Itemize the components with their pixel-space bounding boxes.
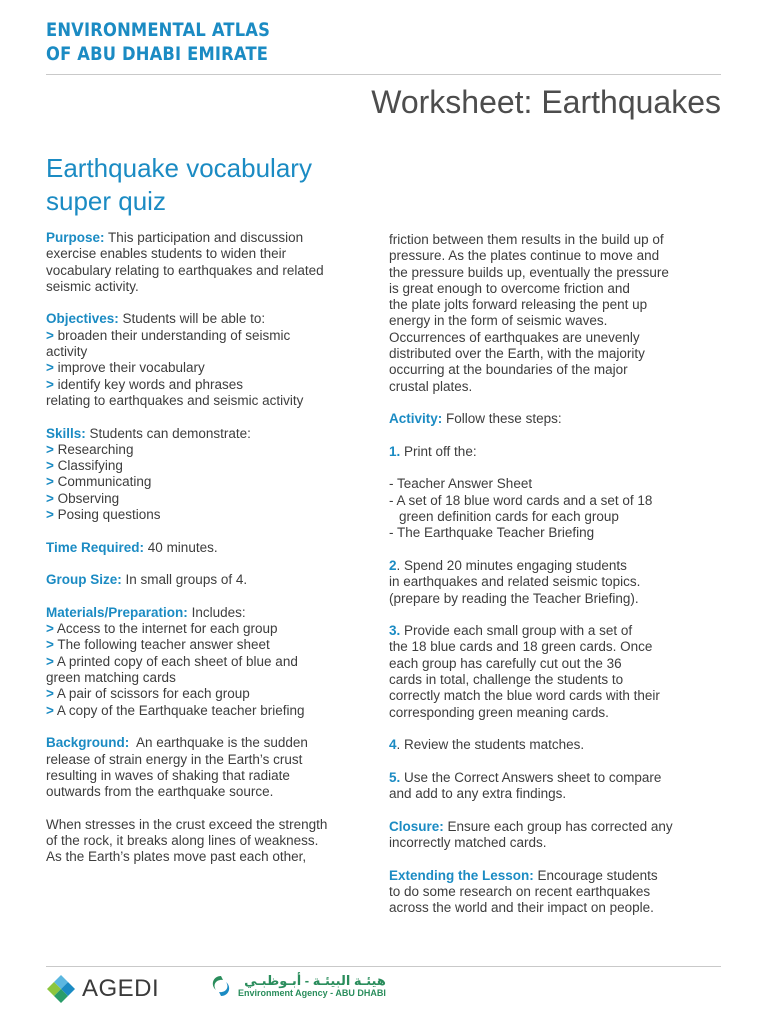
- background-text: An earthquake is the sudden: [136, 735, 308, 751]
- extending-line1: [389, 868, 724, 884]
- closure-line2: incorrectly matched cards.: [389, 834, 547, 850]
- skills-item: [46, 507, 381, 523]
- skills-item-text: Classifying: [57, 458, 123, 474]
- footer-divider: [46, 966, 721, 967]
- activity-step-2: [389, 558, 724, 574]
- background-line: the plate jolts forward releasing the pent up: [389, 297, 648, 313]
- background-line: energy in the form of seismic waves.: [389, 313, 608, 329]
- step-text: Provide each small group with a set of: [404, 623, 633, 639]
- group-value: In small groups of 4.: [125, 572, 248, 588]
- group-size: [46, 572, 381, 588]
- background-line: is great enough to overcome friction and: [389, 280, 630, 296]
- materials-label: Materials/Preparation:: [46, 604, 188, 620]
- closure-line1: [389, 819, 724, 835]
- objectives-item: [46, 377, 381, 393]
- right-column: [389, 232, 724, 916]
- time-value: 40 minutes.: [147, 539, 218, 555]
- atlas-title: [46, 18, 270, 66]
- objectives-heading: [46, 311, 381, 327]
- purpose-line4: seismic activity.: [46, 278, 139, 294]
- bullet-icon: >: [46, 441, 54, 457]
- bullet-icon: >: [46, 490, 54, 506]
- background-line1: [46, 735, 381, 751]
- background-line: crustal plates.: [389, 378, 473, 394]
- skills-heading: [46, 426, 381, 442]
- bullet-icon: >: [46, 507, 54, 523]
- purpose-line1: [46, 230, 381, 246]
- purpose-label: Purpose:: [46, 230, 105, 245]
- bullet-icon: >: [46, 327, 54, 343]
- step-text-line: each group has carefully cut out the 36: [389, 655, 622, 671]
- materials-item: [46, 621, 381, 637]
- environment-agency-logo: [208, 973, 386, 999]
- objectives-label: Objectives:: [46, 311, 119, 327]
- step-text-line: corresponding green meaning cards.: [389, 704, 609, 720]
- objectives-intro: Students will be able to:: [122, 311, 266, 327]
- step-number: 4: [389, 737, 397, 753]
- group-label: Group Size:: [46, 572, 122, 588]
- bullet-icon: >: [46, 621, 54, 637]
- step-text-line: correctly match the blue word cards with their: [389, 688, 660, 704]
- agedi-logo: [46, 974, 159, 1004]
- objectives-item: [46, 328, 381, 344]
- skills-item: [46, 442, 381, 458]
- atlas-title-line1: ENVIRONMENTAL ATLAS: [46, 19, 271, 41]
- step-sub-item-cont: green definition cards for each group: [399, 509, 619, 525]
- closure-label: Closure:: [389, 818, 444, 834]
- step-number: 2: [389, 557, 397, 573]
- step-sub-item: - Teacher Answer Sheet: [389, 476, 533, 492]
- materials-item-text: The following teacher answer sheet: [57, 637, 270, 653]
- activity-label: Activity:: [389, 411, 443, 427]
- quiz-title-line1: Earthquake vocabulary: [46, 153, 312, 183]
- worksheet-title: Worksheet: Earthquakes: [371, 84, 721, 120]
- step-text: Use the Correct Answers sheet to compare: [404, 769, 662, 785]
- header-divider: [46, 74, 721, 75]
- materials-item: [46, 703, 381, 719]
- objectives-item-text: improve their vocabulary: [57, 360, 205, 376]
- background-line: resulting in waves of shaking that radiate: [46, 767, 290, 783]
- step-number: 3.: [389, 623, 401, 639]
- step-number: 1.: [389, 443, 401, 459]
- bullet-icon: >: [46, 637, 54, 653]
- extending-label: Extending the Lesson:: [389, 867, 534, 883]
- step-number: 5.: [389, 769, 401, 785]
- extending-line: across the world and their impact on people.: [389, 900, 654, 916]
- extending-line: to do some research on recent earthquakes: [389, 883, 651, 899]
- agedi-diamond-icon: [46, 974, 76, 1004]
- skills-item: [46, 458, 381, 474]
- environment-agency-swirl-icon: [208, 973, 234, 999]
- activity-step-1: [389, 444, 724, 460]
- time-required: [46, 540, 381, 556]
- background-line: occurring at the boundaries of the major: [389, 362, 628, 378]
- background-line: release of strain energy in the Earth’s crust: [46, 751, 303, 767]
- activity-heading: [389, 411, 724, 427]
- background-line: Occurrences of earthquakes are unevenly: [389, 329, 640, 345]
- bullet-icon: >: [46, 360, 54, 376]
- step-text: . Review the students matches.: [396, 737, 585, 753]
- objectives-item-text: identify key words and phrases: [57, 376, 244, 392]
- activity-step-5: [389, 770, 724, 786]
- skills-item: [46, 474, 381, 490]
- step-text-line: cards in total, challenge the students to: [389, 672, 624, 688]
- materials-intro: Includes:: [191, 604, 246, 620]
- background-line: pressure. As the plates continue to move and: [389, 248, 660, 264]
- ea-english-name: Environment Agency - ABU DHABI: [238, 987, 386, 998]
- step-text-line: (prepare by reading the Teacher Briefing).: [389, 590, 639, 606]
- background-line: distributed over the Earth, with the majority: [389, 346, 645, 362]
- background-line: of the rock, it breaks along lines of weakness.: [46, 832, 319, 848]
- step-text: . Spend 20 minutes engaging students: [396, 557, 627, 573]
- step-text-line: the 18 blue cards and 18 green cards. Once: [389, 639, 653, 655]
- background-line: the pressure builds up, eventually the pressure: [389, 264, 669, 280]
- ea-arabic-name: هيئـة البيئـة - أبـوظبـي: [244, 972, 386, 988]
- materials-item-text: A pair of scissors for each group: [56, 686, 250, 702]
- purpose-line3: vocabulary relating to earthquakes and related: [46, 262, 324, 278]
- skills-item: [46, 491, 381, 507]
- activity-step-4: [389, 737, 724, 753]
- bullet-icon: >: [46, 458, 54, 474]
- activity-step-3: [389, 623, 724, 639]
- step-text-line: and add to any extra findings.: [389, 786, 567, 802]
- skills-intro: Students can demonstrate:: [89, 425, 251, 441]
- step-text: Print off the:: [404, 443, 477, 459]
- materials-item-cont: green matching cards: [46, 670, 176, 686]
- skills-item-text: Posing questions: [57, 507, 161, 523]
- quiz-title: [46, 152, 386, 218]
- extending-text: Encourage students: [537, 867, 658, 883]
- bullet-icon: >: [46, 376, 54, 392]
- step-sub-item: - A set of 18 blue word cards and a set of 18: [389, 492, 653, 508]
- closure-text: Ensure each group has corrected any: [447, 818, 673, 834]
- materials-item-text: A printed copy of each sheet of blue and: [56, 653, 298, 669]
- background-line: outwards from the earthquake source.: [46, 784, 274, 800]
- skills-item-text: Observing: [57, 490, 120, 506]
- bullet-icon: >: [46, 702, 54, 718]
- atlas-title-line2: OF ABU DHABI EMIRATE: [46, 43, 269, 65]
- quiz-title-line2: super quiz: [46, 186, 166, 216]
- time-label: Time Required:: [46, 539, 145, 555]
- bullet-icon: >: [46, 653, 54, 669]
- background-line: friction between them results in the build up of: [389, 232, 664, 247]
- background-line: When stresses in the crust exceed the strength: [46, 816, 328, 832]
- agedi-wordmark: AGEDI: [82, 975, 160, 1002]
- materials-heading: [46, 605, 381, 621]
- step-sub-item: - The Earthquake Teacher Briefing: [389, 525, 595, 541]
- materials-item: [46, 637, 381, 653]
- objectives-item: [46, 360, 381, 376]
- background-line: As the Earth’s plates move past each other,: [46, 849, 307, 865]
- left-column: [46, 230, 381, 866]
- materials-item-text: A copy of the Earthquake teacher briefing: [56, 702, 305, 718]
- activity-intro: Follow these steps:: [446, 411, 562, 427]
- materials-item-text: Access to the internet for each group: [56, 621, 278, 637]
- purpose-text: This participation and discussion: [108, 230, 304, 245]
- materials-item: [46, 654, 381, 670]
- skills-item-text: Communicating: [57, 474, 152, 490]
- objectives-item-cont: relating to earthquakes and seismic activity: [46, 392, 304, 408]
- skills-item-text: Researching: [57, 441, 134, 457]
- purpose-line2: exercise enables students to widen their: [46, 246, 287, 262]
- materials-item: [46, 686, 381, 702]
- objectives-item-text: broaden their understanding of seismic: [57, 327, 291, 343]
- background-label: Background:: [46, 735, 130, 751]
- step-text-line: in earthquakes and related seismic topics.: [389, 574, 641, 590]
- bullet-icon: >: [46, 686, 54, 702]
- bullet-icon: >: [46, 474, 54, 490]
- skills-label: Skills:: [46, 425, 86, 441]
- objectives-item-cont: activity: [46, 344, 88, 360]
